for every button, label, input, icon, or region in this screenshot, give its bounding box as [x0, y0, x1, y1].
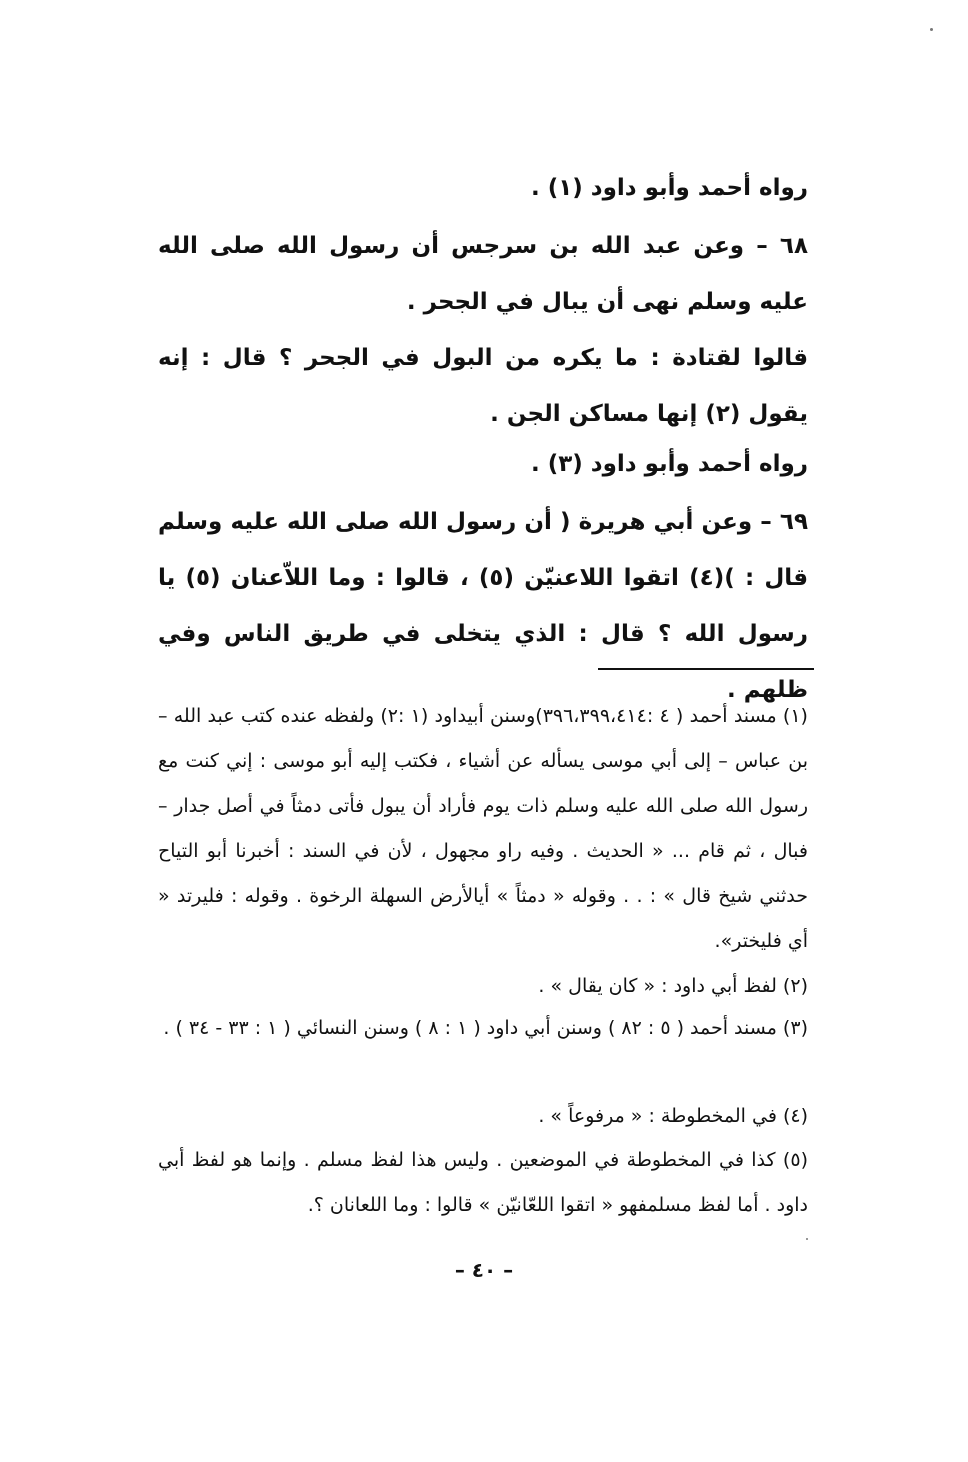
scan-speck: [806, 1238, 808, 1240]
footnote-3: (٣) مسند أحمد ( ٥ : ٨٢ ) وسنن أبي داود ( ١ : ٨ ) وسنن النسائي ( ١ : ٣٣ - ٣٤ ) .: [163, 1017, 808, 1039]
footnote-5: (٥) كذا في المخطوطة في الموضعين . وليس هذا لفظ مسلم . وإنما هو لفظ أبي داود . أما لفظ مسلمفهو « اتقوا اللعّانيّن » قالوا : وما اللعانان ؟.: [158, 1149, 808, 1216]
text-attribution-2: رواه أحمد وأبو داود (٣) .: [530, 451, 808, 477]
footnote-4: (٤) في المخطوطة : « مرفوعاً » .: [538, 1105, 808, 1127]
footnote-1: (١) مسند أحمد ( ٤ :٣٩٦،٣٩٩،٤١٤)وسنن أبيداود (١ :٢) ولفظه عنده كتب عبد الله – بن عباس – إلى أبي موسى يسأله عن أشياء ، فكتب إليه أبو موسى : إني كنت مع رسول الله صلى الله عليه وسلم ذات يوم فأراد أن يبول فأتى دمثاً في أصل جدار – فبال ، ثم قام ... « الحديث . وفيه راو مجهول ، لأن في السند : أخبرنا أبو التياح حدثني شيخ قال » : . . وقوله « دمثاً » أيالأرض السهلة الرخوة . وقوله : فليرتد « أي فليختر».: [158, 705, 808, 952]
footnote-separator: [598, 668, 814, 670]
hadith-68: ٦٨ – وعن عبد الله بن سرجس أن رسول الله صلى الله عليه وسلم نهى أن يبال في الجحر .: [158, 233, 808, 315]
text-attribution-1: رواه أحمد وأبو داود (١) .: [530, 175, 808, 201]
qatada-explanation: قالوا لقتادة : ما يكره من البول في الجحر ؟ قال : إنه يقول (٢) إنها مساكن الجن .: [158, 345, 808, 427]
hadith-69: ٦٩ – وعن أبي هريرة ( أن رسول الله صلى الله عليه وسلم قال : )(٤) اتقوا اللاعنيّن (٥) ، قالوا : وما اللاّعنان (٥) يا رسول الله ؟ قال : الذي يتخلى في طريق الناس وفي ظلهم .: [158, 509, 809, 703]
scan-speck: [930, 28, 933, 31]
page-number: – ٤٠ –: [454, 1258, 514, 1282]
footnote-2: (٢) لفظ أبي داود : « كان يقال » .: [538, 975, 808, 997]
